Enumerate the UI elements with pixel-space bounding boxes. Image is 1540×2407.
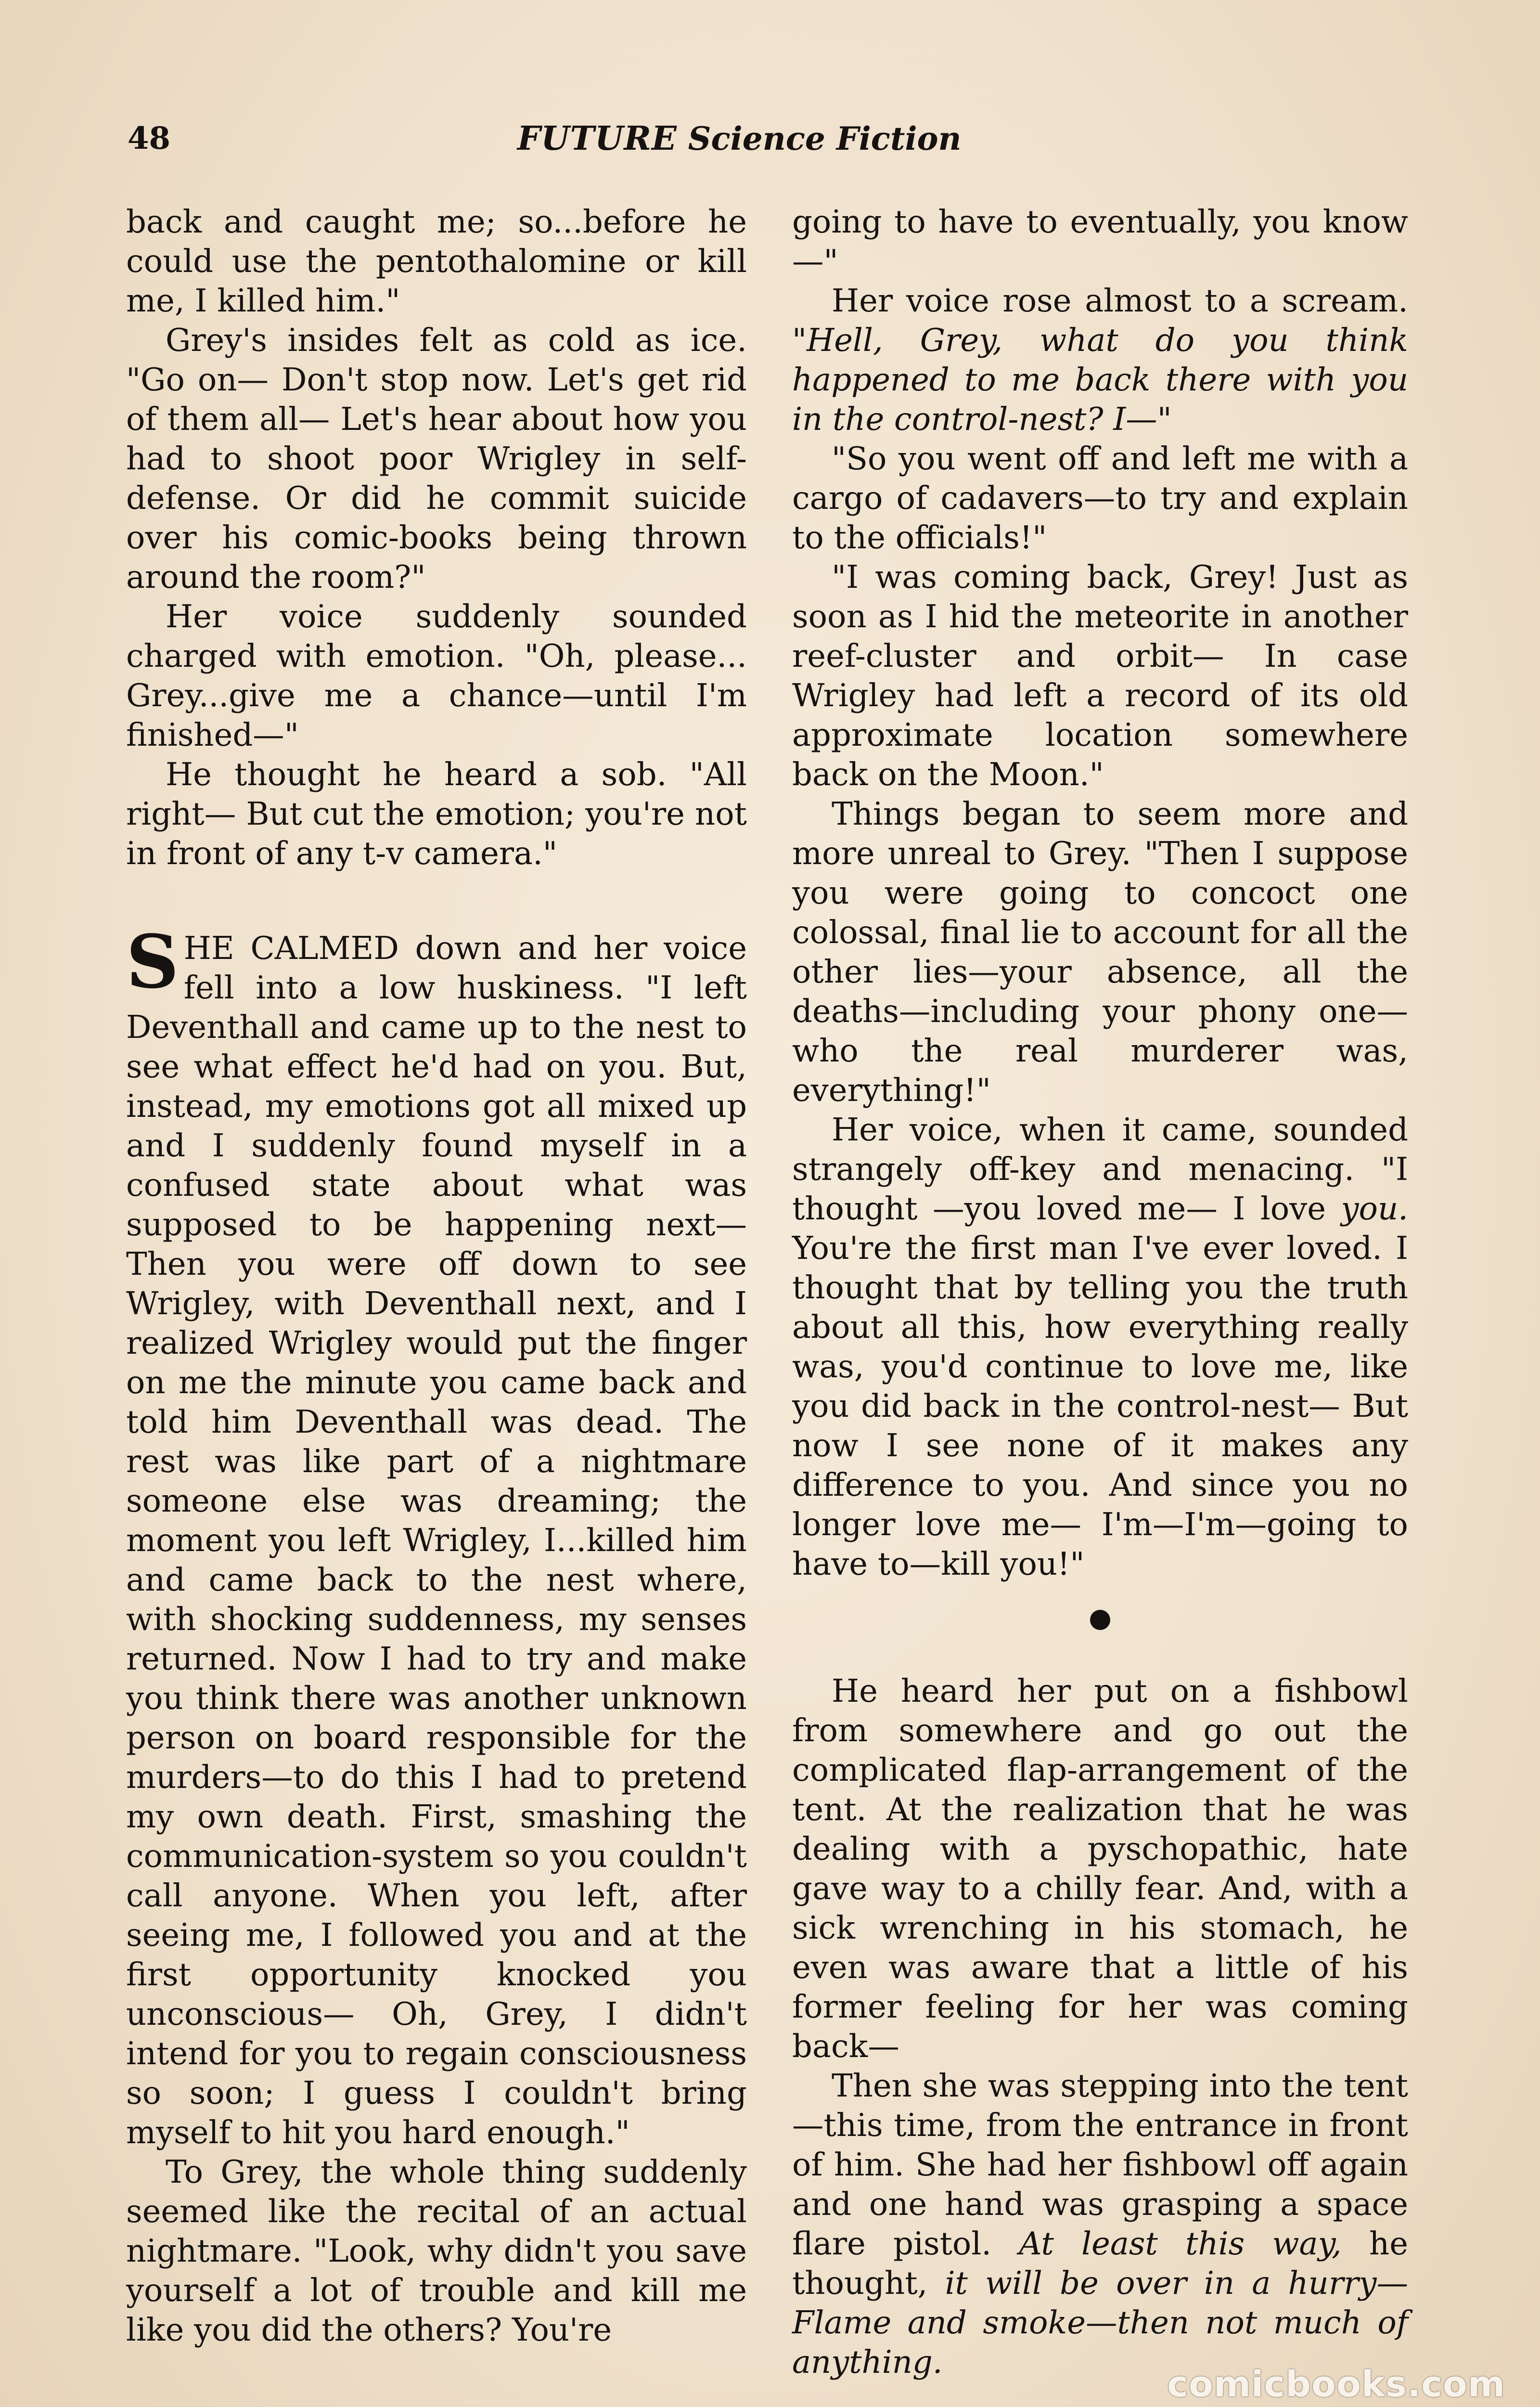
running-title (517, 115, 962, 163)
paragraph: Grey's insides felt as cold as ice. "Go on— Don't stop now. Let's get rid of them all— Let's hear about how you had to shoot poor Wrigley in self-defense. Or did he commit suicide over his comic-books being thrown around the room?" (126, 322, 747, 595)
paragraph: To Grey, the whole thing suddenly seemed like the recital of an actual nightmare. "Look, why didn't you save yourself a lot of trouble and kill me like you did the others? You're (126, 2154, 747, 2348)
italic-text: At least this way, (1019, 2226, 1342, 2262)
left-column (126, 202, 747, 2350)
paragraph: "I was coming back, Grey! Just as soon as I hid the meteorite in another reef-cluster and orbit— In case Wrigley had left a record of its old approximate location somewhere back on the Moon." (792, 559, 1408, 793)
paragraph (792, 2066, 1408, 2382)
paragraph-text: You're the first man I've ever loved. I thought that by telling you the truth about all this, how everything really was, you'd continue to love me, like you did back in the control-nest— But now I see none of it makes any difference to you. And since you no longer love me— I'm—I'm—going to have to—kill you!" (792, 1230, 1408, 1582)
section-opening-paragraph (126, 919, 747, 2152)
paragraph: Things began to seem more and more unreal to Grey. "Then I suppose you were going to concoct one colossal, final lie to account for all the other lies—your absence, all the deaths—including your phony one—who the real murderer was, everything!" (792, 796, 1408, 1109)
right-column (792, 202, 1408, 2382)
running-title-rest: Science Fiction (677, 120, 962, 157)
italic-text: it will be over in a hurry— Flame and smoke—then not much of anything. (792, 2265, 1408, 2381)
watermark: comicbooks.com (1167, 2364, 1505, 2405)
italic-text: "Hell, Grey, what do you think happened to me back there with you in the control-nest? I—" (792, 322, 1408, 438)
paragraph-text: Her voice rose almost to a scream. (832, 283, 1408, 319)
paragraph: back and caught me; so...before he could use the pentothalomine or kill me, I killed him." (126, 204, 747, 319)
page-header (128, 115, 1042, 163)
paragraph: Her voice suddenly sounded charged with emotion. "Oh, please... Grey...give me a chance—until I'm finished—" (126, 598, 747, 753)
italic-text: you. (1341, 1191, 1408, 1227)
paragraph: He heard her put on a fishbowl from somewhere and go out the complicated flap-arrangement of the tent. At the realization that he was dealing with a pyschopathic, hate gave way to a chilly fear. And, with a sick wrenching in his stomach, he even was aware that a little of his former feeling for her was coming back— (792, 1673, 1408, 2065)
drop-cap: S (126, 919, 179, 1005)
section-break-dot (1090, 1610, 1110, 1630)
paragraph: going to have to eventually, you know—" (792, 204, 1408, 280)
paragraph (792, 1110, 1408, 1584)
paragraph (792, 281, 1408, 439)
paragraph-text: Then she was stepping into the tent—this time, from the entrance in front of him. She had her fishbowl off again and one hand was grasping a space flare pistol. (792, 2068, 1408, 2262)
paragraph-text: Her voice, when it came, sounded strangely off-key and menacing. "I thought —you loved me— I love (792, 1112, 1408, 1227)
page-number: 48 (128, 120, 171, 156)
running-title-caps: FUTURE (517, 119, 677, 158)
section-opening-text: HE CALMED down and her voice fell into a low huskiness. "I left Deventhall and came up to the nest to see what effect he'd had on you. But, instead, my emotions got all mixed up and I suddenly found myself in a confused state about what was supposed to be happening next— Then you were off down to see Wrigley, with Deventhall next, and I realized Wrigley would put the finger on me the minute you came back and told him Deventhall was dead. The rest was like part of a nightmare someone else was dreaming; the moment you left Wrigley, I...killed him and came back to the nest where, with shocking suddenness, my senses returned. Now I had to try and make you think there was another unknown person on board responsible for the murders—to do this I had to pretend my own death. First, smashing the communication-system so you couldn't call anyone. When you left, after seeing me, I followed you and at the first opportunity knocked you unconscious— Oh, Grey, I didn't intend for you to regain consciousness so soon; I guess I couldn't bring myself to hit you hard enough." (126, 930, 747, 2151)
paragraph: "So you went off and left me with a cargo of cadavers—to try and explain to the officials!" (792, 440, 1408, 556)
paragraph-text: he thought, (792, 2226, 1408, 2302)
paragraph: He thought he heard a sob. "All right— But cut the emotion; you're not in front of any t-v camera." (126, 756, 747, 872)
